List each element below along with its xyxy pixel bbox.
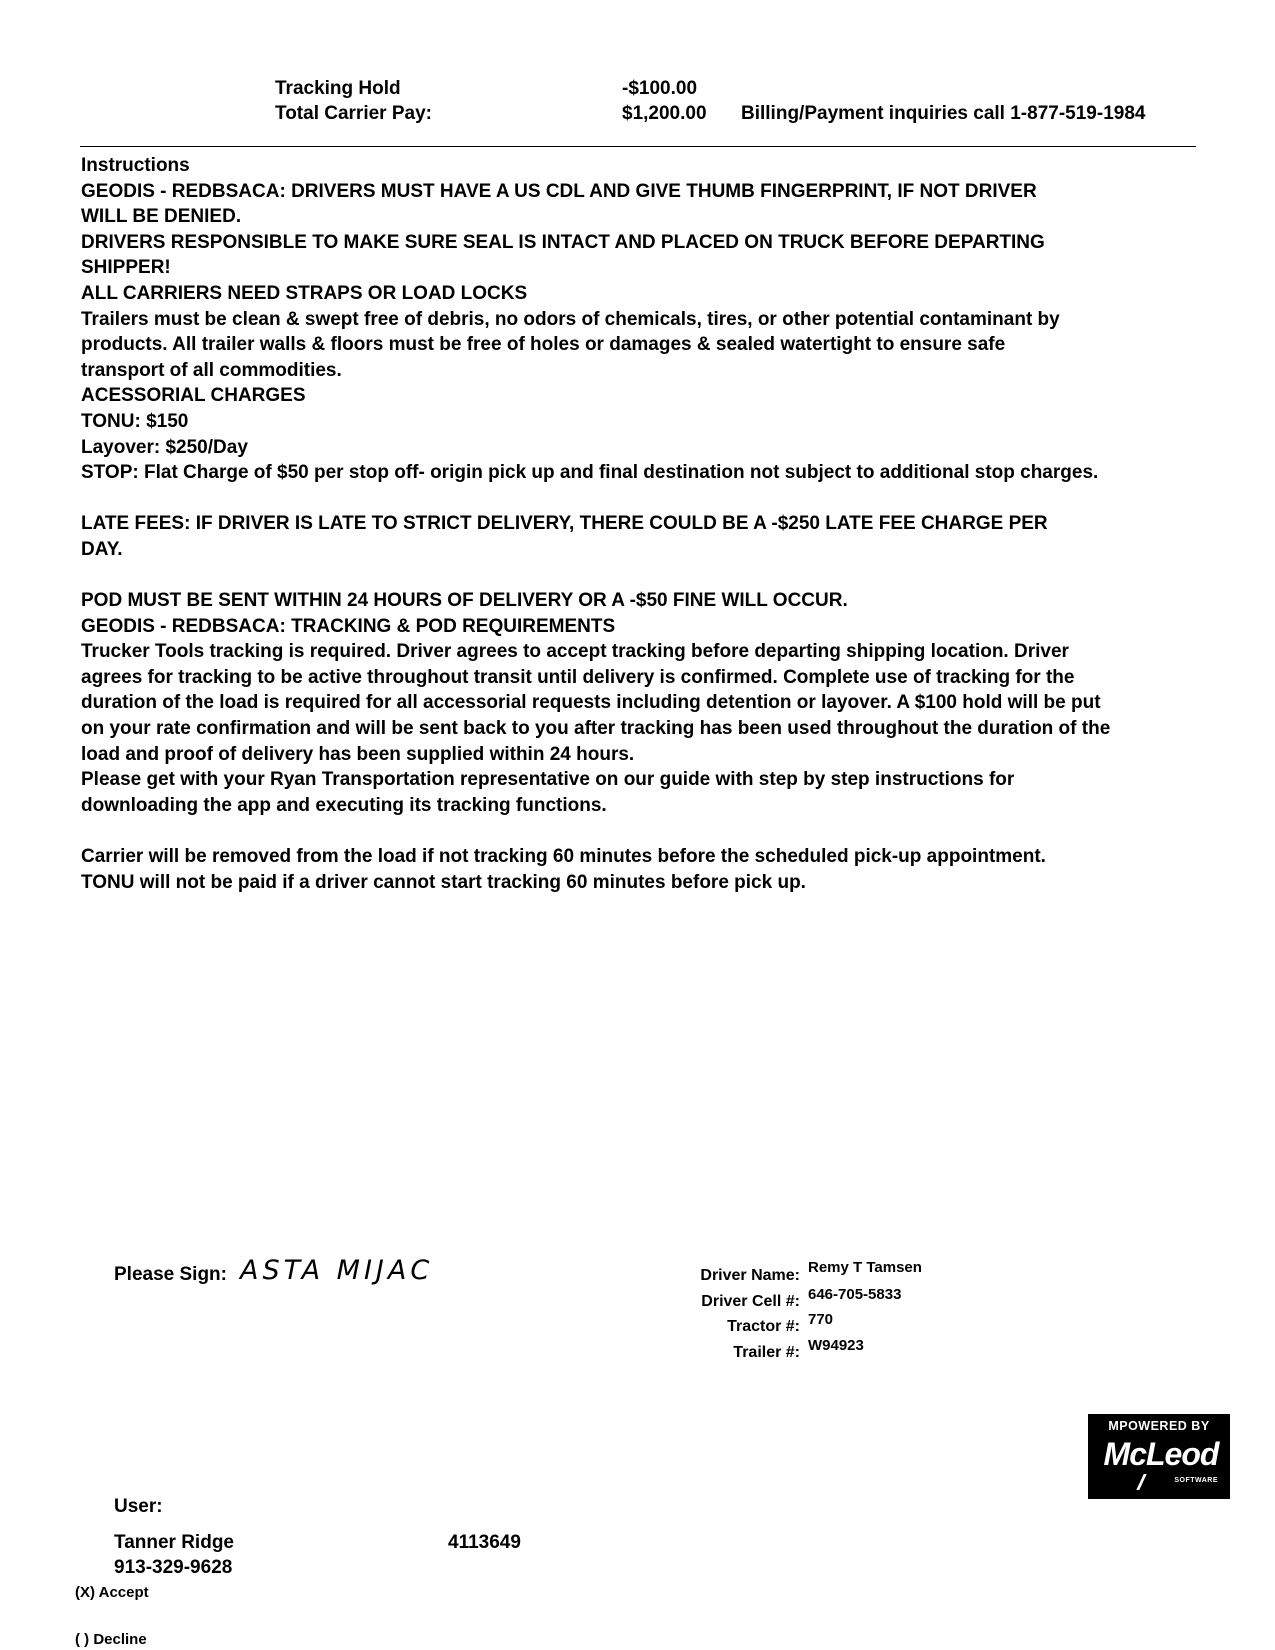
instruction-line: transport of all commodities. bbox=[81, 359, 342, 381]
total-carrier-pay-label: Total Carrier Pay: bbox=[275, 103, 432, 124]
instructions-block bbox=[81, 153, 1201, 895]
instruction-line: POD MUST BE SENT WITHIN 24 HOURS OF DELIVERY OR A -$50 FINE WILL OCCUR. bbox=[81, 590, 848, 612]
driver-cell-value: 646-705-5833 bbox=[808, 1286, 902, 1303]
instruction-line: TONU: $150 bbox=[81, 410, 189, 432]
user-id: 4113649 bbox=[448, 1532, 521, 1553]
instruction-line: Trucker Tools tracking is required. Driver agrees to accept tracking before departing shipping location. Driver bbox=[81, 641, 1069, 663]
tractor-value: 770 bbox=[808, 1311, 834, 1328]
instruction-line: STOP: Flat Charge of $50 per stop off- origin pick up and final destination not subject to additional stop charges. bbox=[81, 462, 1099, 484]
instruction-line: Trailers must be clean & swept free of debris, no odors of chemicals, tires, or other potential contaminant by bbox=[81, 308, 1060, 330]
driver-name-value: Remy T Tamsen bbox=[808, 1259, 922, 1276]
instruction-line: DRIVERS RESPONSIBLE TO MAKE SURE SEAL IS INTACT AND PLACED ON TRUCK BEFORE DEPARTING bbox=[81, 231, 1045, 253]
driver-name-label: Driver Name: bbox=[700, 1267, 800, 1284]
driver-cell-label: Driver Cell #: bbox=[701, 1293, 800, 1310]
instruction-line: agrees for tracking to be active throughout transit until delivery is confirmed. Complete use of tracking for the bbox=[81, 666, 1075, 688]
signature-value: ASTA MIJAC bbox=[240, 1255, 434, 1286]
user-label: User: bbox=[114, 1496, 163, 1517]
instruction-line: GEODIS - REDBSACA: TRACKING & POD REQUIREMENTS bbox=[81, 615, 616, 637]
please-sign-label: Please Sign: bbox=[114, 1264, 227, 1285]
logo-slash-mark bbox=[1136, 1474, 1146, 1490]
instruction-line: TONU will not be paid if a driver cannot start tracking 60 minutes before pick up. bbox=[81, 871, 806, 893]
instruction-line: Carrier will be removed from the load if not tracking 60 minutes before the scheduled pick-up appointment. bbox=[81, 846, 1046, 868]
logo-sub-text: SOFTWARE bbox=[1174, 1477, 1218, 1484]
instruction-line bbox=[81, 818, 1201, 844]
trailer-label: Trailer #: bbox=[733, 1344, 800, 1361]
trailer-value: W94923 bbox=[808, 1337, 864, 1354]
instruction-line: on your rate confirmation and will be sent back to you after tracking has been used throughout the duration of the bbox=[81, 718, 1111, 740]
logo-top-text: MPOWERED BY bbox=[1108, 1419, 1210, 1433]
instruction-line: Instructions bbox=[81, 155, 190, 176]
logo-brand: McLeod bbox=[1103, 1436, 1219, 1472]
instruction-line: LATE FEES: IF DRIVER IS LATE TO STRICT DELIVERY, THERE COULD BE A -$250 LATE FEE CHARGE PER bbox=[81, 513, 1048, 535]
instruction-line: Layover: $250/Day bbox=[81, 436, 248, 458]
tracking-hold-label: Tracking Hold bbox=[275, 78, 401, 99]
instruction-line: SHIPPER! bbox=[81, 257, 171, 279]
tractor-label: Tractor #: bbox=[727, 1318, 800, 1335]
instruction-line: ACESSORIAL CHARGES bbox=[81, 385, 306, 407]
instruction-line: products. All trailer walls & floors must be free of holes or damages & sealed watertight to ensure safe bbox=[81, 334, 1006, 356]
instruction-line: Please get with your Ryan Transportation representative on our guide with step by step instructions for bbox=[81, 769, 1015, 791]
instruction-line: ALL CARRIERS NEED STRAPS OR LOAD LOCKS bbox=[81, 282, 528, 304]
user-name: Tanner Ridge bbox=[114, 1532, 234, 1553]
instruction-line: load and proof of delivery has been supplied within 24 hours. bbox=[81, 743, 635, 765]
decline-option[interactable]: ( ) Decline bbox=[75, 1631, 147, 1648]
instruction-line: downloading the app and executing its tracking functions. bbox=[81, 794, 607, 816]
billing-inquiries-note: Billing/Payment inquiries call 1-877-519-1984 bbox=[741, 103, 1146, 124]
user-phone: 913-329-9628 bbox=[114, 1557, 233, 1578]
tracking-hold-value: -$100.00 bbox=[622, 78, 698, 99]
accept-option[interactable]: (X) Accept bbox=[75, 1584, 149, 1601]
instruction-line: DAY. bbox=[81, 538, 123, 560]
instruction-line: GEODIS - REDBSACA: DRIVERS MUST HAVE A US CDL AND GIVE THUMB FINGERPRINT, IF NOT DRIVER bbox=[81, 180, 1037, 202]
total-carrier-pay-value: $1,200.00 bbox=[622, 103, 707, 124]
header-divider bbox=[80, 146, 1196, 147]
mcleod-logo bbox=[1088, 1414, 1230, 1499]
instruction-line: WILL BE DENIED. bbox=[81, 206, 242, 228]
instruction-line: duration of the load is required for all accessorial requests including detention or layover. A $100 hold will be put bbox=[81, 692, 1101, 714]
instruction-line bbox=[81, 486, 1201, 512]
instruction-line bbox=[81, 563, 1201, 589]
